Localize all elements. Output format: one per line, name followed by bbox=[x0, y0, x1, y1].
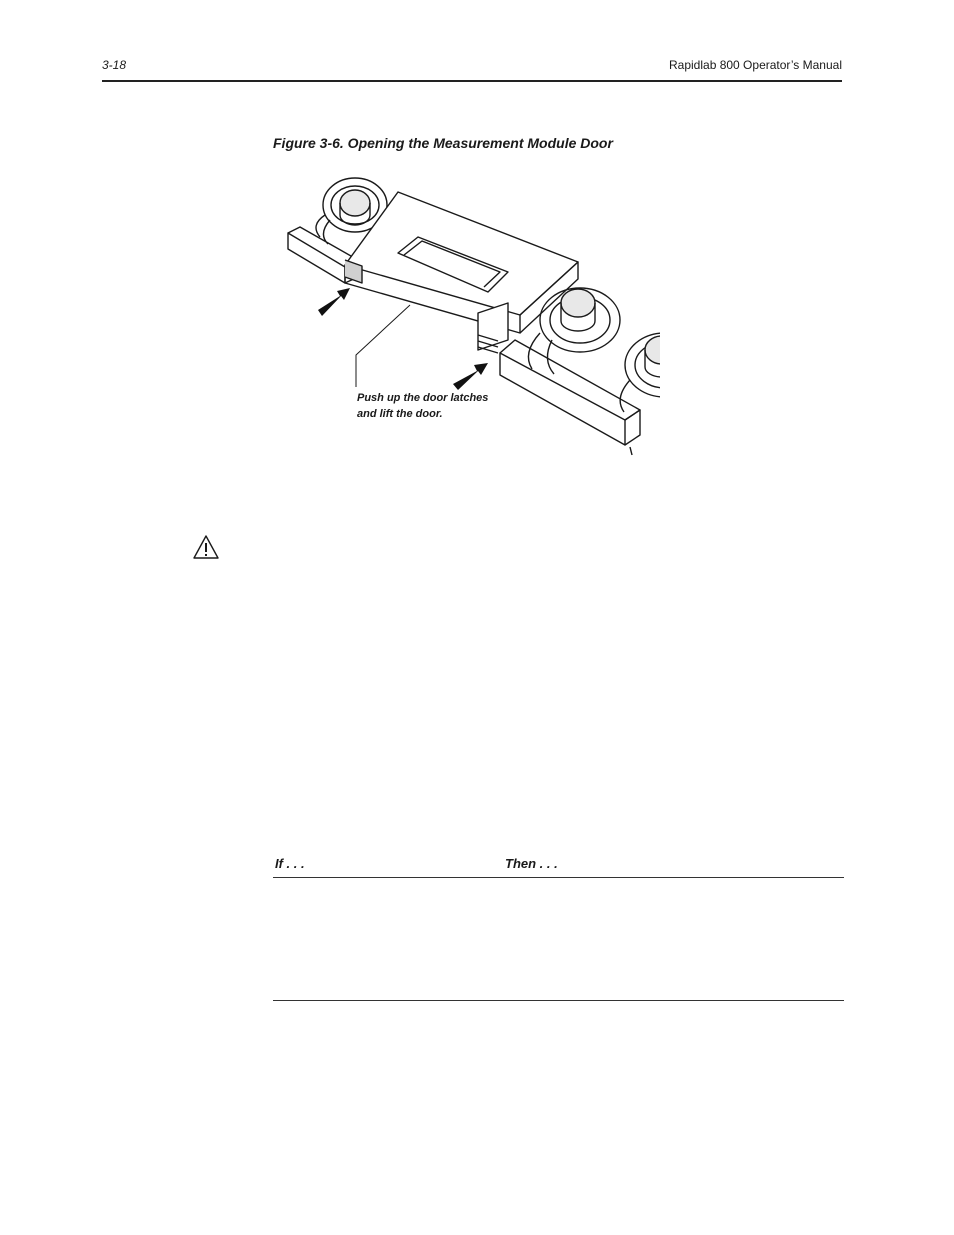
rail-right bbox=[500, 340, 640, 455]
callout-line-2: and lift the door. bbox=[357, 408, 443, 420]
page-number: 3-18 bbox=[102, 58, 127, 72]
push-arrow-icon bbox=[453, 363, 488, 390]
module-door bbox=[345, 192, 578, 353]
sensor-knob-middle bbox=[528, 288, 620, 374]
table-rule-bottom bbox=[273, 1000, 844, 1001]
callout-line-1: Push up the door latches bbox=[357, 392, 489, 404]
figure-caption: Figure 3-6. Opening the Measurement Module Door bbox=[273, 135, 613, 151]
warning-triangle-icon bbox=[193, 535, 219, 559]
table-header-if: If . . . bbox=[275, 856, 305, 871]
sensor-knob-right bbox=[620, 333, 660, 412]
table-rule-top bbox=[273, 877, 844, 878]
push-arrow-icon bbox=[318, 288, 350, 316]
header-rule bbox=[102, 80, 842, 82]
figure-callout bbox=[357, 390, 517, 422]
table-header-then: Then . . . bbox=[505, 856, 558, 871]
manual-title: Rapidlab 800 Operator’s Manual bbox=[669, 58, 842, 72]
callout-leader-line bbox=[356, 305, 410, 387]
